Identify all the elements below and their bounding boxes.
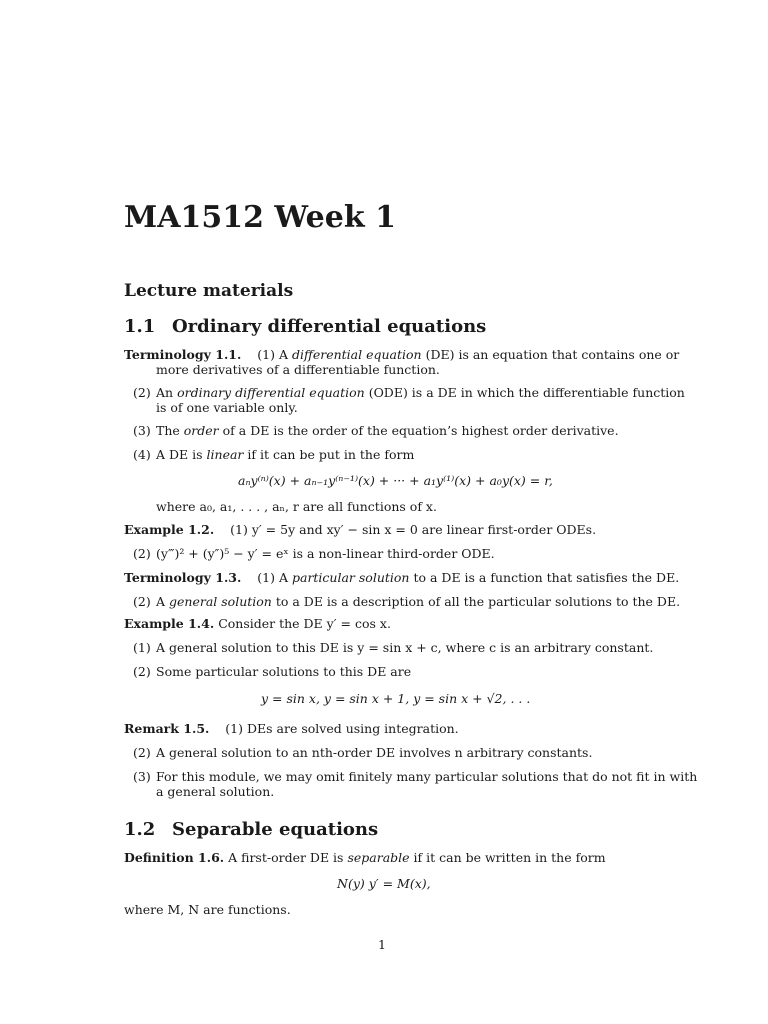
emphasis: separable xyxy=(347,850,410,865)
lecture-heading: Lecture materials xyxy=(124,281,294,301)
list-number: (4) xyxy=(133,447,151,462)
text: (DE) is an equation that contains one or xyxy=(425,347,680,362)
text: to a DE is a description of all the particular solutions to the DE. xyxy=(275,594,681,609)
list-number: (3) xyxy=(133,423,151,438)
particular-solutions-equation: y = sin x, y = sin x + 1, y = sin x + √2, . . . xyxy=(261,691,531,706)
text: A xyxy=(278,570,288,585)
terminology-1-1-item2 xyxy=(156,385,685,400)
definition-1-6-label: Definition 1.6. xyxy=(124,850,225,865)
example-1-4-label: Example 1.4. xyxy=(124,616,215,631)
emphasis: differential equation xyxy=(291,347,422,362)
terminology-1-1-item2-cont: is of one variable only. xyxy=(156,400,298,415)
terminology-1-3-line1 xyxy=(124,570,679,585)
text: A first-order DE is xyxy=(228,850,344,865)
list-number: (2) xyxy=(133,385,151,400)
document-title: MA1512 Week 1 xyxy=(124,200,396,235)
list-number: (1) xyxy=(257,347,275,362)
linear-de-where: where a₀, a₁, . . . , aₙ, r are all functions of x. xyxy=(156,499,437,514)
remark-1-5-line1 xyxy=(124,721,459,736)
emphasis: particular solution xyxy=(291,570,410,585)
text: A DE is xyxy=(156,447,203,462)
list-number: (1) xyxy=(257,570,275,585)
text: Consider the DE y′ = cos x. xyxy=(218,616,391,631)
list-number: (2) xyxy=(133,546,151,561)
text: of a DE is the order of the equation’s highest order derivative. xyxy=(222,423,619,438)
text: The xyxy=(156,423,180,438)
list-number: (2) xyxy=(133,664,151,679)
list-number: (1) xyxy=(230,522,248,537)
terminology-1-1-line1 xyxy=(124,347,679,362)
example-1-4-item1: A general solution to this DE is y = sin x + c, where c is an arbitrary constant. xyxy=(156,640,654,655)
example-1-2-label: Example 1.2. xyxy=(124,522,215,537)
emphasis: ordinary differential equation xyxy=(177,385,365,400)
example-1-2-item2: (y‴)² + (y″)⁵ − y′ = eˣ is a non-linear third-order ODE. xyxy=(156,546,495,561)
terminology-1-1-line1-cont: more derivatives of a differentiable function. xyxy=(156,362,440,377)
example-1-4-line1 xyxy=(124,616,391,631)
separable-equation: N(y) y′ = M(x), xyxy=(337,876,431,891)
remark-1-5-item3-cont: a general solution. xyxy=(156,784,275,799)
terminology-1-1-item3 xyxy=(156,423,619,438)
definition-1-6-line1 xyxy=(124,850,606,865)
example-1-4-item2: Some particular solutions to this DE are xyxy=(156,664,412,679)
text: DEs are solved using integration. xyxy=(246,721,459,736)
section-1-2-title: Separable equations xyxy=(172,819,379,840)
linear-de-equation: aₙy⁽ⁿ⁾(x) + aₙ₋₁y⁽ⁿ⁻¹⁾(x) + ··· + a₁y⁽¹⁾(x) + a₀y(x) = r, xyxy=(238,473,553,488)
text: y′ = 5y and xy′ − sin x = 0 are linear first-order ODEs. xyxy=(251,522,597,537)
terminology-1-1-label: Terminology 1.1. xyxy=(124,347,242,362)
emphasis: linear xyxy=(206,447,244,462)
definition-1-6-where: where M, N are functions. xyxy=(124,902,291,917)
list-number: (2) xyxy=(133,594,151,609)
emphasis: general solution xyxy=(169,594,272,609)
text: (ODE) is a DE in which the differentiable function xyxy=(368,385,685,400)
list-number: (3) xyxy=(133,769,151,784)
terminology-1-3-label: Terminology 1.3. xyxy=(124,570,242,585)
text: An xyxy=(156,385,174,400)
example-1-2-line1 xyxy=(124,522,596,537)
text: if it can be put in the form xyxy=(247,447,415,462)
section-1-1-title: Ordinary differential equations xyxy=(172,316,487,337)
remark-1-5-item2: A general solution to an nth-order DE involves n arbitrary constants. xyxy=(156,745,593,760)
section-1-2-number: 1.2 xyxy=(124,819,156,840)
list-number: (1) xyxy=(133,640,151,655)
terminology-1-3-item2 xyxy=(156,594,680,609)
section-1-1-number: 1.1 xyxy=(124,316,156,337)
list-number: (1) xyxy=(225,721,243,736)
emphasis: order xyxy=(183,423,219,438)
remark-1-5-label: Remark 1.5. xyxy=(124,721,210,736)
text: if it can be written in the form xyxy=(413,850,606,865)
terminology-1-1-item4 xyxy=(156,447,414,462)
page-number: 1 xyxy=(378,937,386,952)
list-number: (2) xyxy=(133,745,151,760)
text: to a DE is a function that satisfies the DE. xyxy=(413,570,680,585)
remark-1-5-item3: For this module, we may omit finitely many particular solutions that do not fit in with xyxy=(156,769,698,784)
text: A xyxy=(156,594,166,609)
text: A xyxy=(278,347,288,362)
